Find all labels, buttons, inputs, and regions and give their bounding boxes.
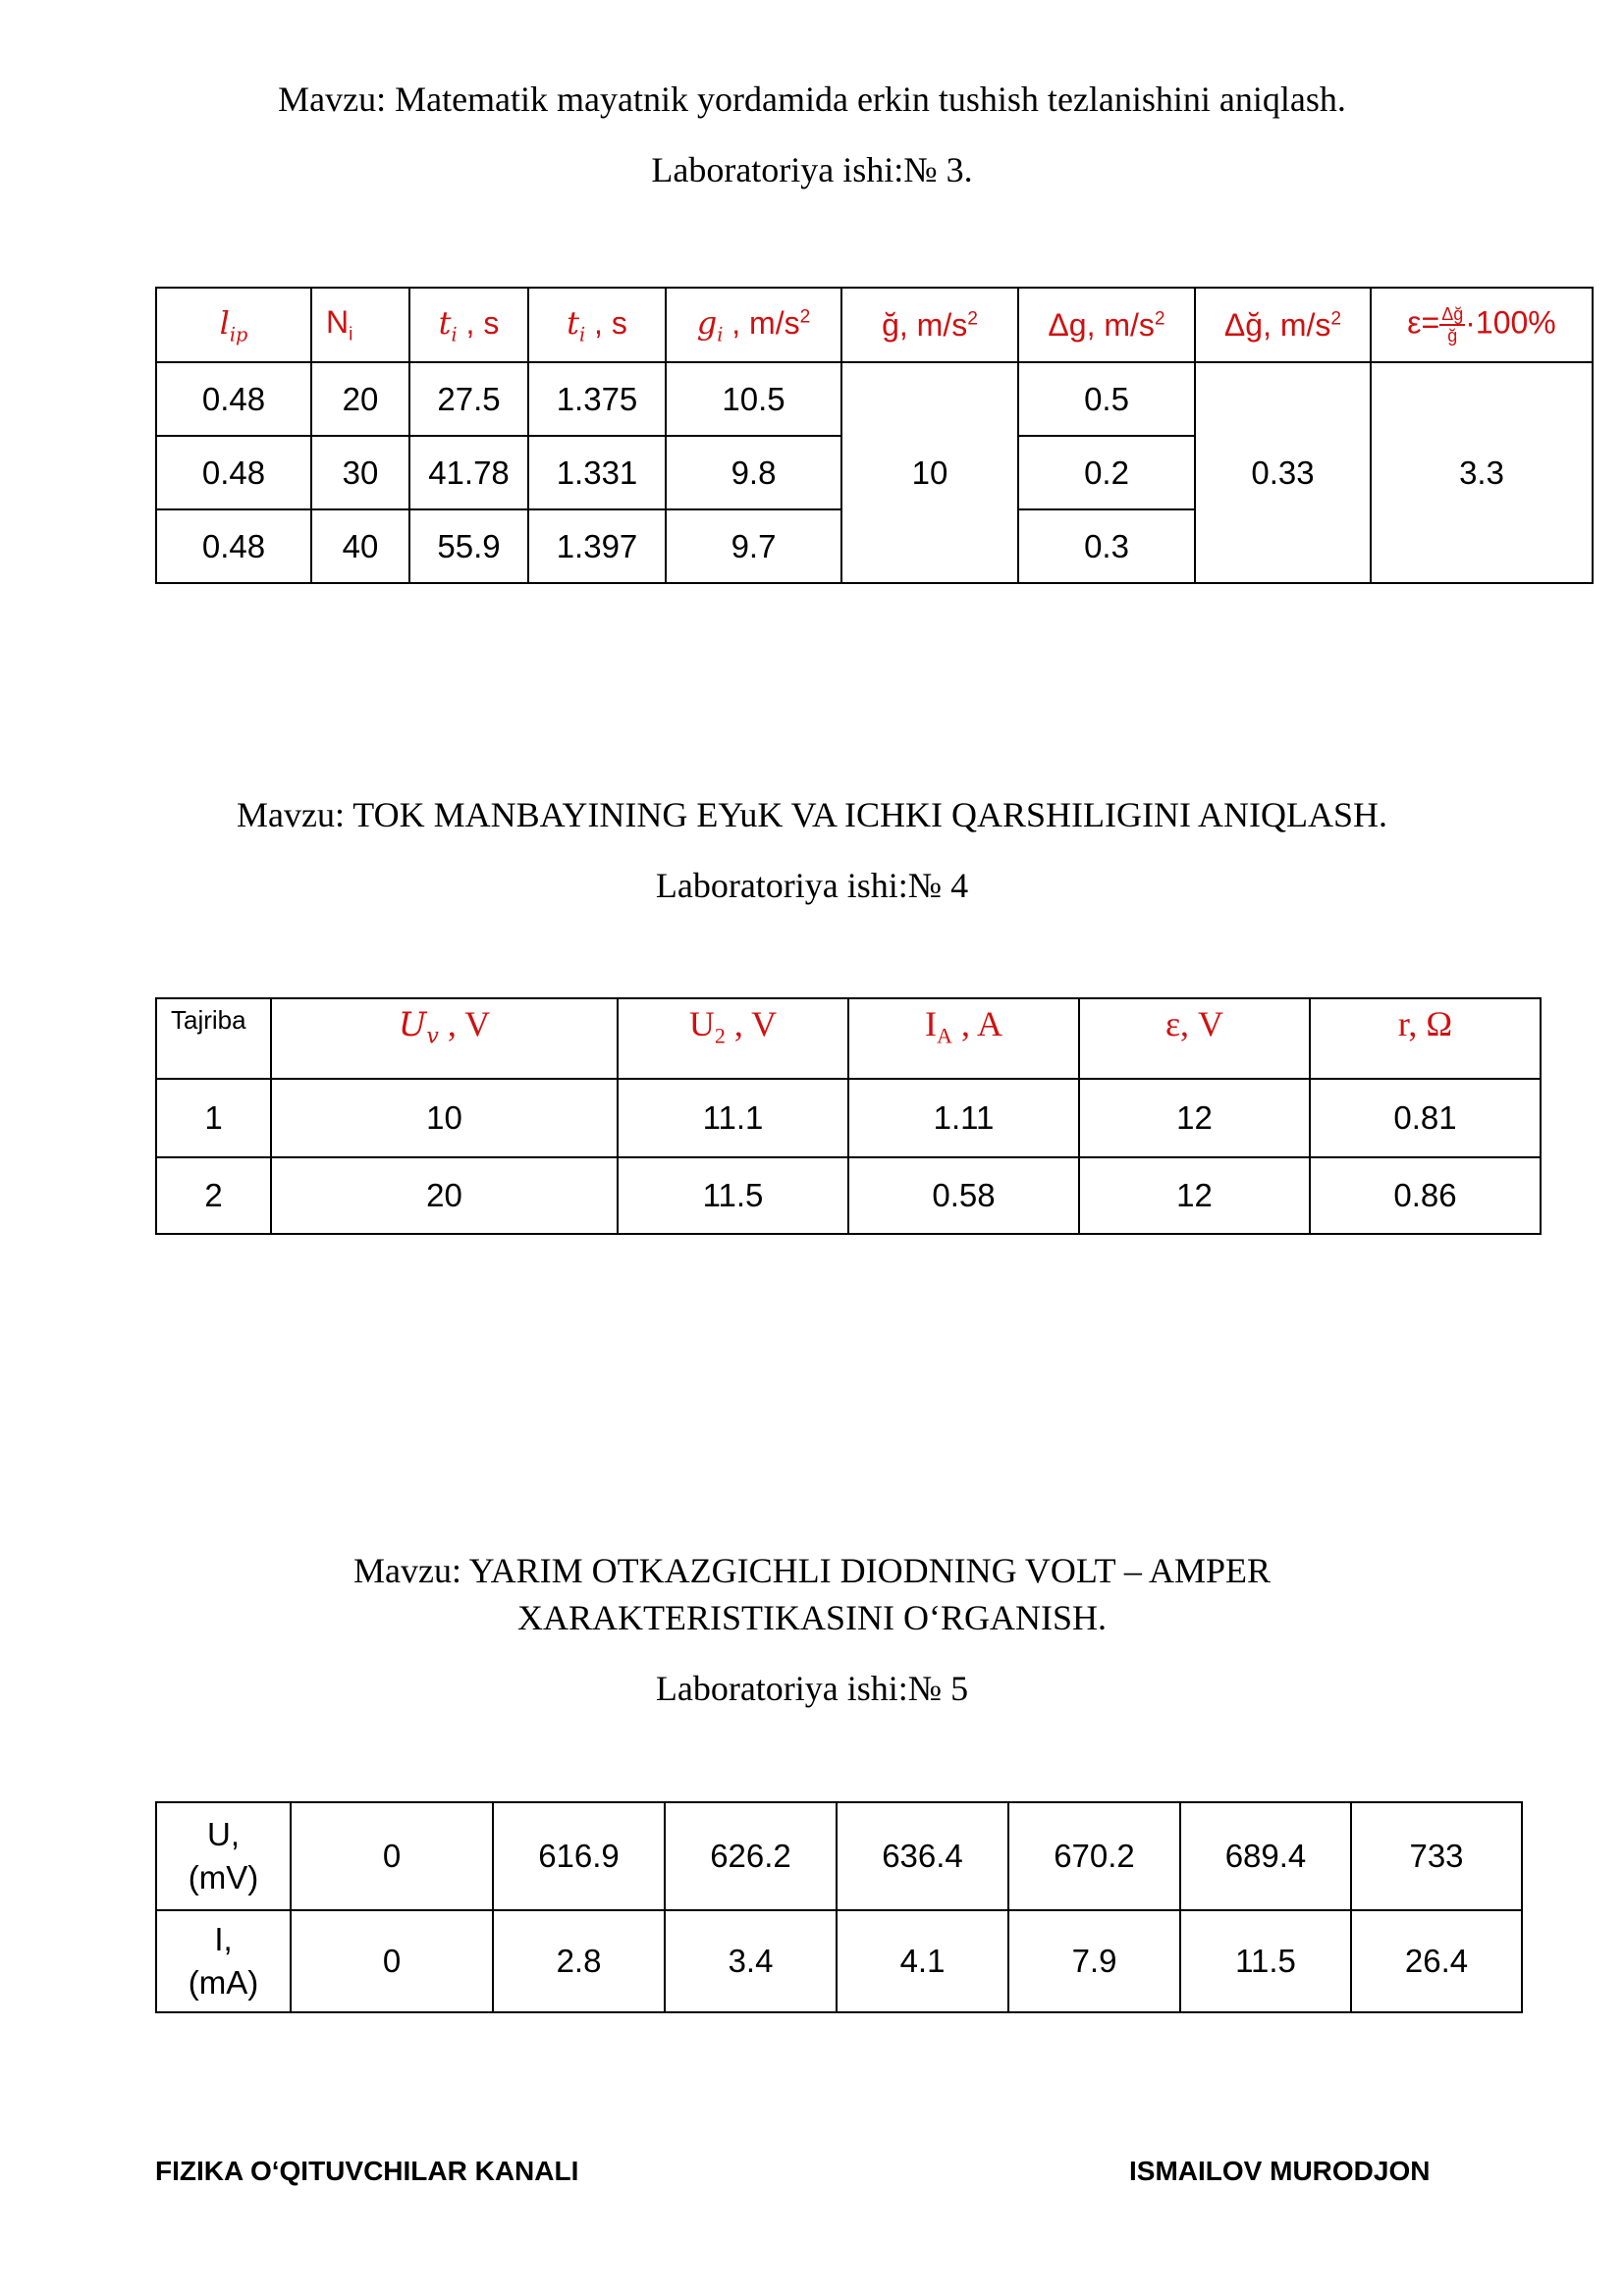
lab3-table <box>155 287 1594 584</box>
header-resistance: r, Ω <box>1310 998 1541 1079</box>
header-emf: ε, V <box>1079 998 1310 1079</box>
table-row: 1 10 11.1 1.11 12 0.81 <box>156 1079 1541 1157</box>
footer-right: ISMAILOV MURODJON <box>1129 2156 1431 2186</box>
delta-g-mean-value: 0.33 <box>1195 362 1371 583</box>
lab3-lab-number: Laboratoriya ishi:№ 3. <box>651 150 973 189</box>
header-trial: Tajriba <box>156 998 271 1079</box>
relative-error-value: 3.3 <box>1371 362 1593 583</box>
lab4-header-row <box>156 998 1541 1079</box>
header-delta-g-mean: Δğ, $m/s^2$ <box>1195 288 1371 362</box>
current-label: I, (mA) <box>156 1910 291 2012</box>
header-count: $N_i$ <box>311 288 409 362</box>
current-row: I, (mA) 0 2.8 3.4 4.1 7.9 11.5 26.4 <box>156 1910 1522 2012</box>
lab5-table <box>155 1801 1523 2013</box>
lab3-topic: Mavzu: Matematik mayatnik yordamida erkin tushish tezlanishini aniqlash. <box>278 80 1346 119</box>
footer-left: FIZIKA O‘QITUVCHILAR KANALI <box>155 2156 579 2186</box>
header-uv: $U_v$ , V <box>271 998 618 1079</box>
header-g: $g_i$ , $m/s^2$ <box>666 288 841 362</box>
lab4-table <box>155 997 1542 1235</box>
lab5-lab-number: Laboratoriya ishi:№ 5 <box>655 1669 969 1708</box>
header-period: $t_i$ , s <box>528 288 666 362</box>
table-row: 0.48 40 55.9 1.397 9.7 0.3 <box>156 509 1593 583</box>
table-row: 2 20 11.5 0.58 12 0.86 <box>156 1157 1541 1234</box>
table-row: 0.48 20 27.5 1.375 10.5 10 0.5 0.33 3.3 <box>156 362 1593 436</box>
table-row: 0.48 30 41.78 1.331 9.8 0.2 <box>156 436 1593 509</box>
lab5-topic-line1: Mavzu: YARIM OTKAZGICHLI DIODNING VOLT – AMPER <box>353 1551 1271 1590</box>
header-u2: $U_2$ , V <box>618 998 848 1079</box>
g-mean-value: 10 <box>841 362 1018 583</box>
header-relative-error: ε= $\frac{\Delta ğ}{ğ}$ ·100% <box>1371 288 1593 362</box>
header-length: $l_{ip}$ <box>156 288 311 362</box>
lab4-lab-number: Laboratoriya ishi:№ 4 <box>655 866 969 905</box>
epsilon-fraction: $\frac{\Delta ğ}{ğ}$ <box>1441 304 1464 346</box>
voltage-label: U, (mV) <box>156 1802 291 1910</box>
voltage-row: U, (mV) 0 616.9 626.2 636.4 670.2 689.4 733 <box>156 1802 1522 1910</box>
header-time: $t_i$ , s <box>409 288 528 362</box>
lab5-topic-line2: XARAKTERISTIKASINI O‘RGANISH. <box>517 1598 1107 1637</box>
lab3-header-row <box>156 288 1593 362</box>
lab4-topic: Mavzu: TOK MANBAYINING EYuK VA ICHKI QARSHILIGINI ANIQLASH. <box>236 795 1387 834</box>
header-delta-g: Δg, $m/s^2$ <box>1018 288 1195 362</box>
header-ia: $I_A$ , A <box>848 998 1079 1079</box>
header-g-mean: ğ, $m/s^2$ <box>841 288 1018 362</box>
